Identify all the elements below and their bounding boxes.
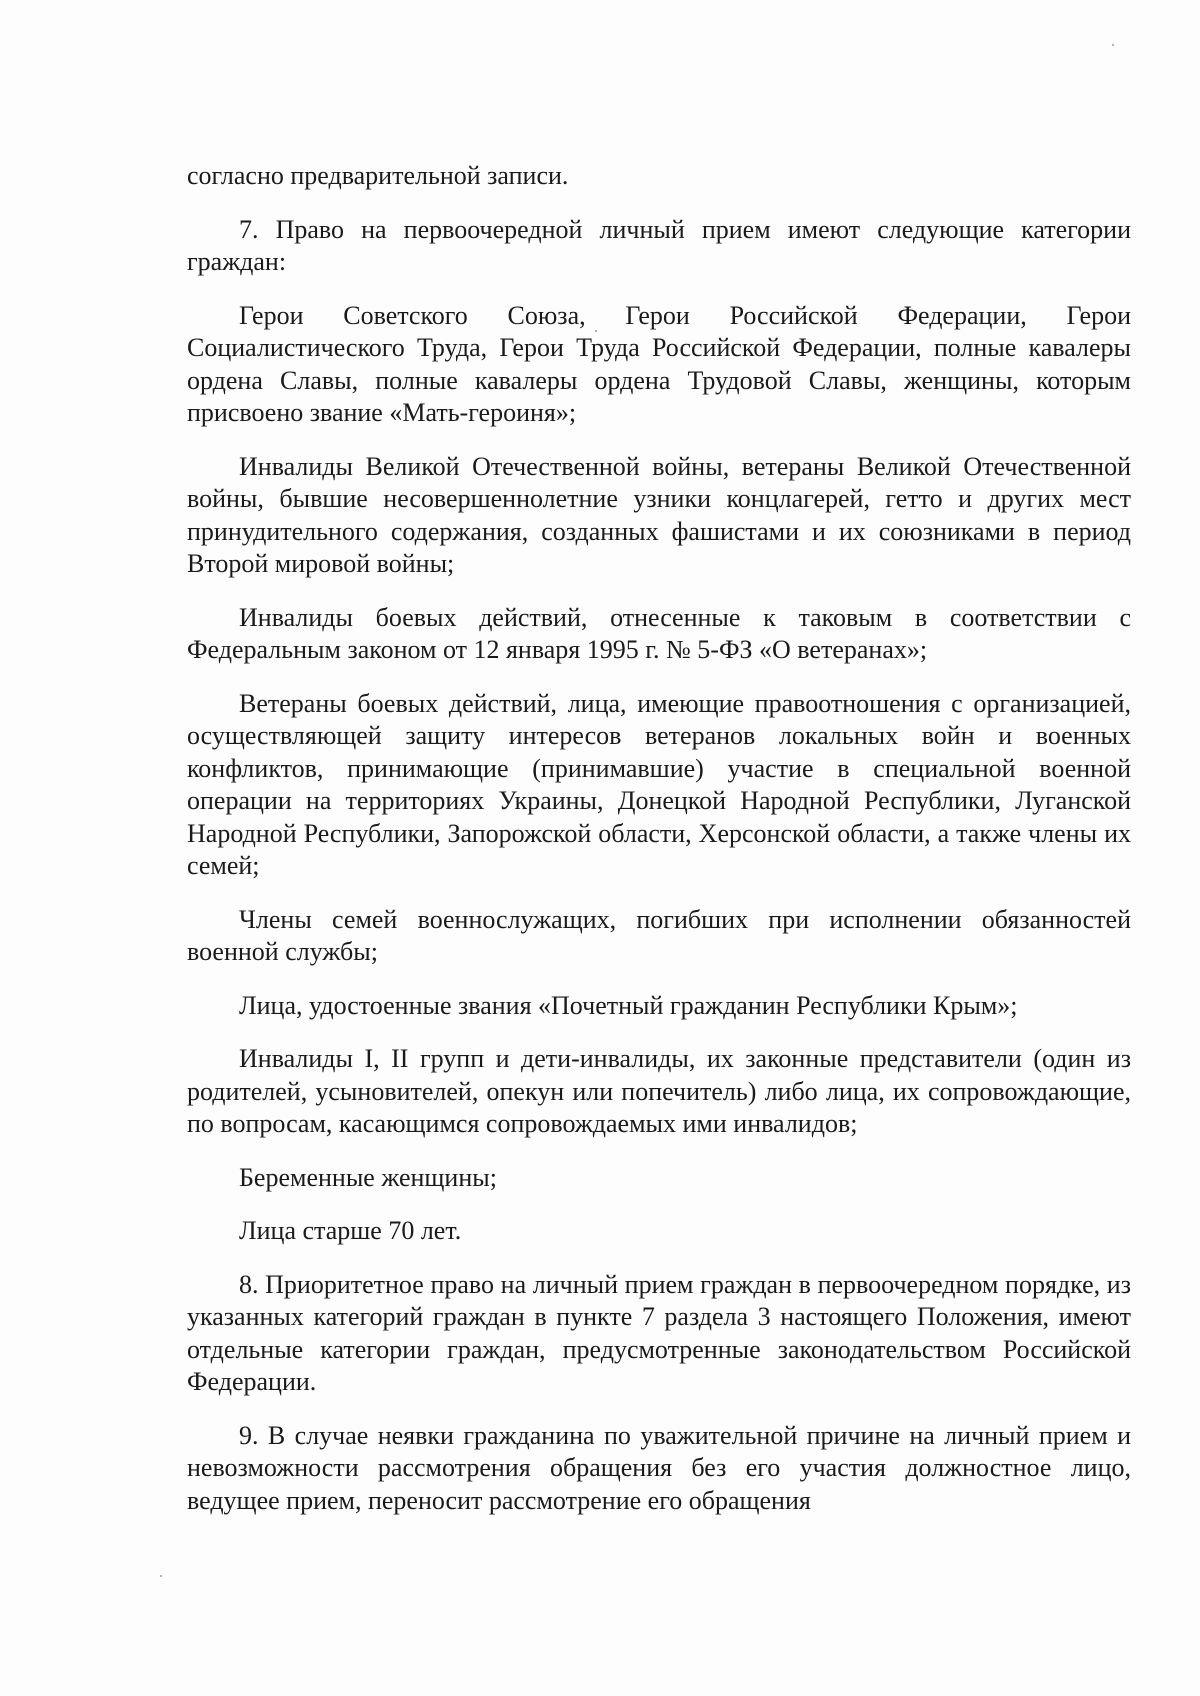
paragraph-disabled: Инвалиды I, II групп и дети-инвалиды, их законные представители (один из родителей, усыновителей, опекун или попечитель) либо лица, их сопровождающие, по вопросам, касающимся сопровождаемых ими инвалидов; (187, 1044, 1131, 1138)
paragraph-wwii-veterans: Инвалиды Великой Отечественной войны, ветераны Великой Отечественной войны, бывшие несовершеннолетние узники концлагерей, гетто и других мест принудительного содержания, созданных фашистами и их союзниками в период Второй мировой войны; (187, 451, 1131, 578)
scan-speck (1112, 44, 1114, 46)
paragraph-military-families: Члены семей военнослужащих, погибших при исполнении обязанностей военной службы; (187, 904, 1131, 966)
document-body (187, 160, 1131, 1538)
paragraph-pregnant: Беременные женщины; (239, 1162, 497, 1192)
paragraph-honorary-citizens: Лица, удостоенные звания «Почетный гражданин Республики Крым»; (239, 990, 1018, 1020)
paragraph-item-7: 7. Право на первоочередной личный прием имеют следующие категории граждан: (187, 214, 1131, 276)
paragraph-item-9: 9. В случае неявки гражданина по уважительной причине на личный прием и невозможности рассмотрения обращения без его участия должностное лицо, ведущее прием, переносит рассмотрение его обращения (187, 1420, 1131, 1515)
paragraph-combat-veterans: Ветераны боевых действий, лица, имеющие правоотношения с организацией, осуществляющей защиту интересов ветеранов локальных войн и военных конфликтов, принимающие (принимавшие) участие в специальной военной операции на территориях Украины, Донецкой Народной Республики, Луганской Народной Республики, Запорожской области, Херсонской области, а также члены их семей; (187, 688, 1131, 880)
paragraph-heroes: Герои Советского Союза, Герои Российской Федерации, Герои Социалистического Труда, Герои Труда Российской Федерации, полные кавалеры ордена Славы, полные кавалеры ордена Трудовой Славы, женщины, которым присвоено звание «Мать-героиня»; (187, 300, 1131, 427)
paragraph-continuation: согласно предварительной записи. (187, 161, 569, 190)
scan-speck (160, 1575, 162, 1577)
paragraph-elderly: Лица старше 70 лет. (239, 1216, 462, 1245)
paragraph-combat-invalids: Инвалиды боевых действий, отнесенные к таковым в соответствии с Федеральным законом от 12 января 1995 г. № 5-ФЗ «О ветеранах»; (187, 602, 1131, 664)
paragraph-item-8: 8. Приоритетное право на личный прием граждан в первоочередном порядке, из указанных категорий граждан в пункте 7 раздела 3 настоящего Положения, имеют отдельные категории граждан, предусмотренные законодательством Российской Федерации. (187, 1269, 1131, 1396)
